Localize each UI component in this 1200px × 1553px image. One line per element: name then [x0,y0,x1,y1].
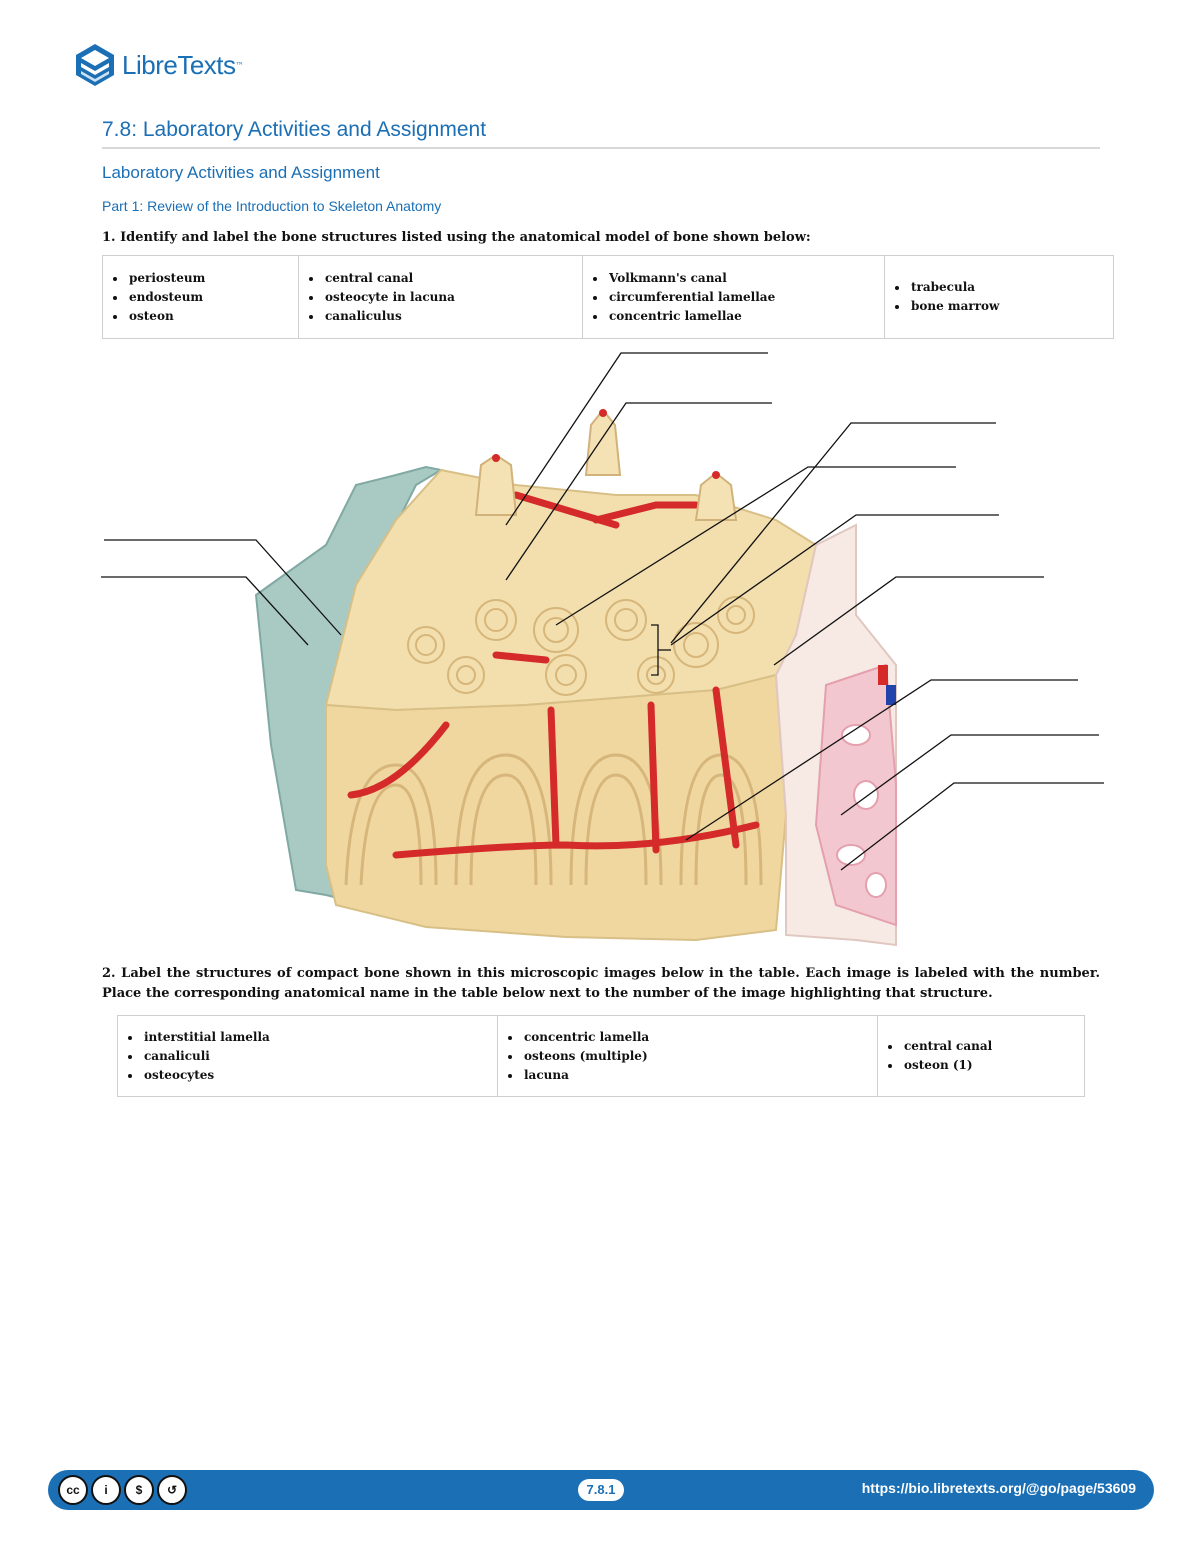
term-item: • periosteum [127,269,205,288]
question-2-text: 2. Label the structures of compact bone shown in this microscopic images below in the table. Each image is labeled with the number. Place the corresponding anatomical name in the table below next to the number of the image highlighting that structure. [102,966,1100,1001]
term-item: • osteocytes [142,1066,270,1085]
term-column [583,256,885,338]
by-icon: i [91,1475,121,1505]
page-footer [48,1470,1154,1510]
term-item: • lacuna [522,1066,649,1085]
term-item: • concentric lamellae [607,307,775,326]
term-column [103,256,299,338]
term-item: • concentric lamella [522,1028,649,1047]
page-number: 7.8.1 [578,1479,624,1501]
term-item: • circumferential lamellae [607,288,775,307]
title-divider [102,147,1100,149]
brand-tm: ™ [235,60,244,70]
term-item: • central canal [902,1037,992,1056]
sa-icon: ↺ [157,1475,187,1505]
term-item: • bone marrow [909,297,999,316]
nc-icon: $ [124,1475,154,1505]
page-title: 7.8: Laboratory Activities and Assignment [102,118,487,141]
term-column [498,1016,878,1096]
term-item: • canaliculus [323,307,455,326]
term-item: • trabecula [909,278,999,297]
section-heading: Laboratory Activities and Assignment [102,163,380,182]
term-item: • osteon (1) [902,1056,992,1075]
page-url-link[interactable]: https://bio.libretexts.org/@go/page/53609 [861,1480,1136,1496]
term-item: • osteocyte in lacuna [323,288,455,307]
term-column [885,256,1111,338]
part-heading: Part 1: Review of the Introduction to Skeleton Anatomy [102,198,442,214]
libretexts-logo[interactable] [72,42,244,88]
question-2-term-table [117,1015,1085,1097]
question-1-term-table [102,255,1114,339]
question-1-text: 1. Identify and label the bone structures listed using the anatomical model of bone shown below: [102,230,811,245]
term-item: • Volkmann's canal [607,269,775,288]
brand-name: LibreTexts [122,49,236,80]
term-column [878,1016,1084,1096]
term-column [118,1016,498,1096]
term-item: • endosteum [127,288,205,307]
cc-icon: cc [58,1475,88,1505]
term-item: • central canal [323,269,455,288]
term-column [299,256,583,338]
bone-model-figure [96,345,1108,950]
term-item: • canaliculi [142,1047,270,1066]
term-item: • interstitial lamella [142,1028,270,1047]
license-badge[interactable] [58,1475,187,1505]
term-item: • osteon [127,307,205,326]
libretexts-logo-icon [72,42,118,88]
term-item: • osteons (multiple) [522,1047,649,1066]
